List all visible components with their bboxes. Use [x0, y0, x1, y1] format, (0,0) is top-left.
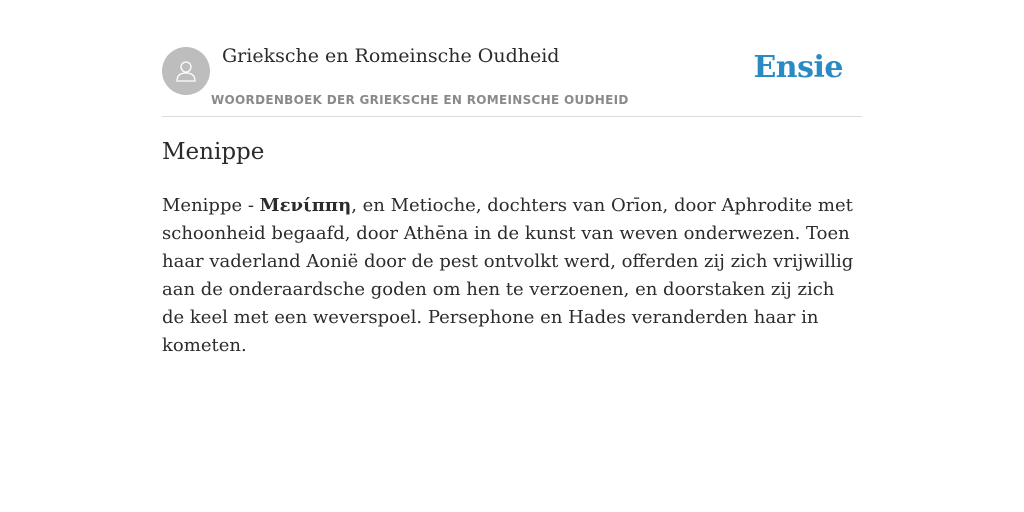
entry-term: Menippe [162, 195, 243, 216]
brand-logo[interactable]: Ensie [753, 50, 843, 85]
entry-body [162, 192, 862, 360]
entry-greek-term: Μενίππη [259, 195, 352, 216]
source-subtitle: WOORDENBOEK DER GRIEKSCHE EN ROMEINSCHE OUDHEID [211, 93, 629, 107]
entry-title: Menippe [162, 139, 265, 165]
entry-text: , en Metioche, dochters van Orīon, door Aphrodite met schoonheid begaafd, door Athēna in de kunst van weven onderwezen. Toen haar vaderland Aonië door de pest ontvolkt werd, offerden zij zich vrijwillig aan de onderaardsche goden om hen te verzoenen, en doorstaken zij zich de keel met een weverspoel. Persephone en Hades veranderden haar in kometen. [162, 195, 854, 356]
source-title[interactable]: Grieksche en Romeinsche Oudheid [222, 45, 560, 67]
user-outline-icon [172, 57, 200, 85]
entry-separator: - [242, 195, 260, 216]
page-header [162, 0, 862, 117]
user-avatar-icon[interactable] [162, 47, 210, 95]
